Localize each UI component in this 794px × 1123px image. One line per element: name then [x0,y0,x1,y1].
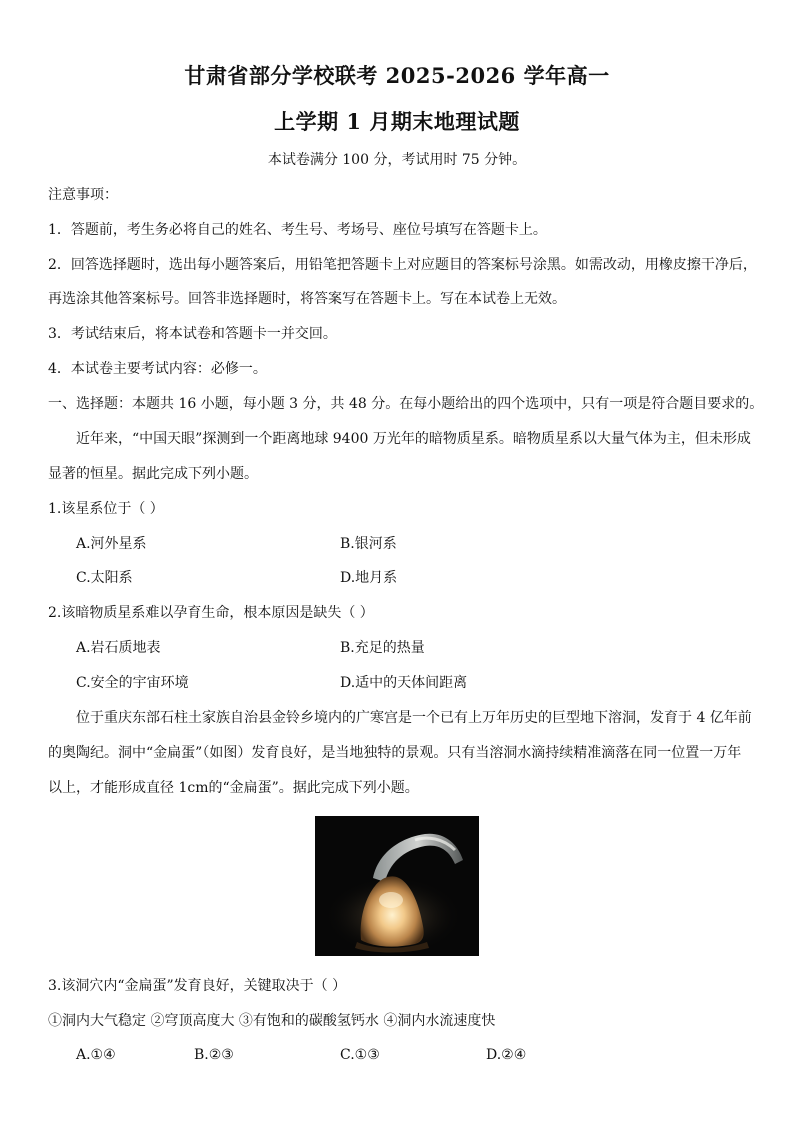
question-2-option-d: D.适中的天体间距离 [340,675,468,691]
passage2-line1: 位于重庆东部石柱土家族自治县金铃乡境内的广寒宫是一个已有上万年历史的巨型地下溶洞，发育于 4 亿年前 [76,710,752,726]
question-1-option-d: D.地月系 [340,570,398,586]
note-item-3: 3．考试结束后，将本试卷和答题卡一并交回。 [48,326,337,342]
question-2-option-a: A.岩石质地表 [76,640,161,656]
section-heading: 一、选择题：本题共 16 小题，每小题 3 分，共 48 分。在每小题给出的四个选项中，只有一项是符合题目要求的。 [48,396,764,412]
question-2-option-c: C.安全的宇宙环境 [76,675,189,691]
cave-formation-photo [315,816,479,956]
question-3-option-d: D.②④ [486,1047,527,1063]
question-3-stem: 3.该洞穴内“金扁蛋”发育良好，关键取决于（ ） [48,978,347,994]
exam-title-line1: 甘肃省部分学校联考 2025-2026 学年高一 [184,63,610,88]
note-item-2-line1: 2．回答选择题时，选出每小题答案后，用铅笔把答题卡上对应题目的答案标号涂黑。如需改动，用橡皮擦干净后， [48,257,757,273]
passage1-line2: 显著的恒星。据此完成下列小题。 [48,466,258,482]
exam-subtitle: 本试卷满分 100 分，考试用时 75 分钟。 [267,152,527,168]
question-1-option-c: C.太阳系 [76,570,133,586]
exam-title-line2: 上学期 1 月期末地理试题 [274,109,520,134]
passage1-line1: 近年来，“中国天眼”探测到一个距离地球 9400 万光年的暗物质星系。暗物质星系以大量气体为主，但未形成 [76,431,751,447]
passage2-line3: 以上，才能形成直径 1cm的“金扁蛋”。据此完成下列小题。 [48,780,419,796]
question-2-option-b: B.充足的热量 [340,640,425,656]
question-1-option-b: B.银河系 [340,536,397,552]
question-3-option-c: C.①③ [340,1047,380,1063]
question-3-option-b: B.②③ [194,1047,234,1063]
note-item-2-line2: 再选涂其他答案标号。回答非选择题时，将答案写在答题卡上。写在本试卷上无效。 [48,291,566,307]
question-1-stem: 1.该星系位于（ ） [48,501,164,517]
notes-heading: 注意事项： [48,187,118,203]
question-2-stem: 2.该暗物质星系难以孕育生命，根本原因是缺失（ ） [48,605,374,621]
question-3-statements: ①洞内大气稳定 ②穹顶高度大 ③有饱和的碳酸氢钙水 ④洞内水流速度快 [48,1013,496,1029]
note-item-1: 1．答题前，考生务必将自己的姓名、考生号、考场号、座位号填写在答题卡上。 [48,222,547,238]
question-1-option-a: A.河外星系 [76,536,147,552]
passage2-line2: 的奥陶纪。洞中“金扁蛋”（如图）发育良好，是当地独特的景观。只有当溶洞水滴持续精准滴落在同一位置一万年 [48,745,742,761]
note-item-4: 4．本试卷主要考试内容：必修一。 [48,361,267,377]
question-3-option-a: A.①④ [76,1047,116,1063]
